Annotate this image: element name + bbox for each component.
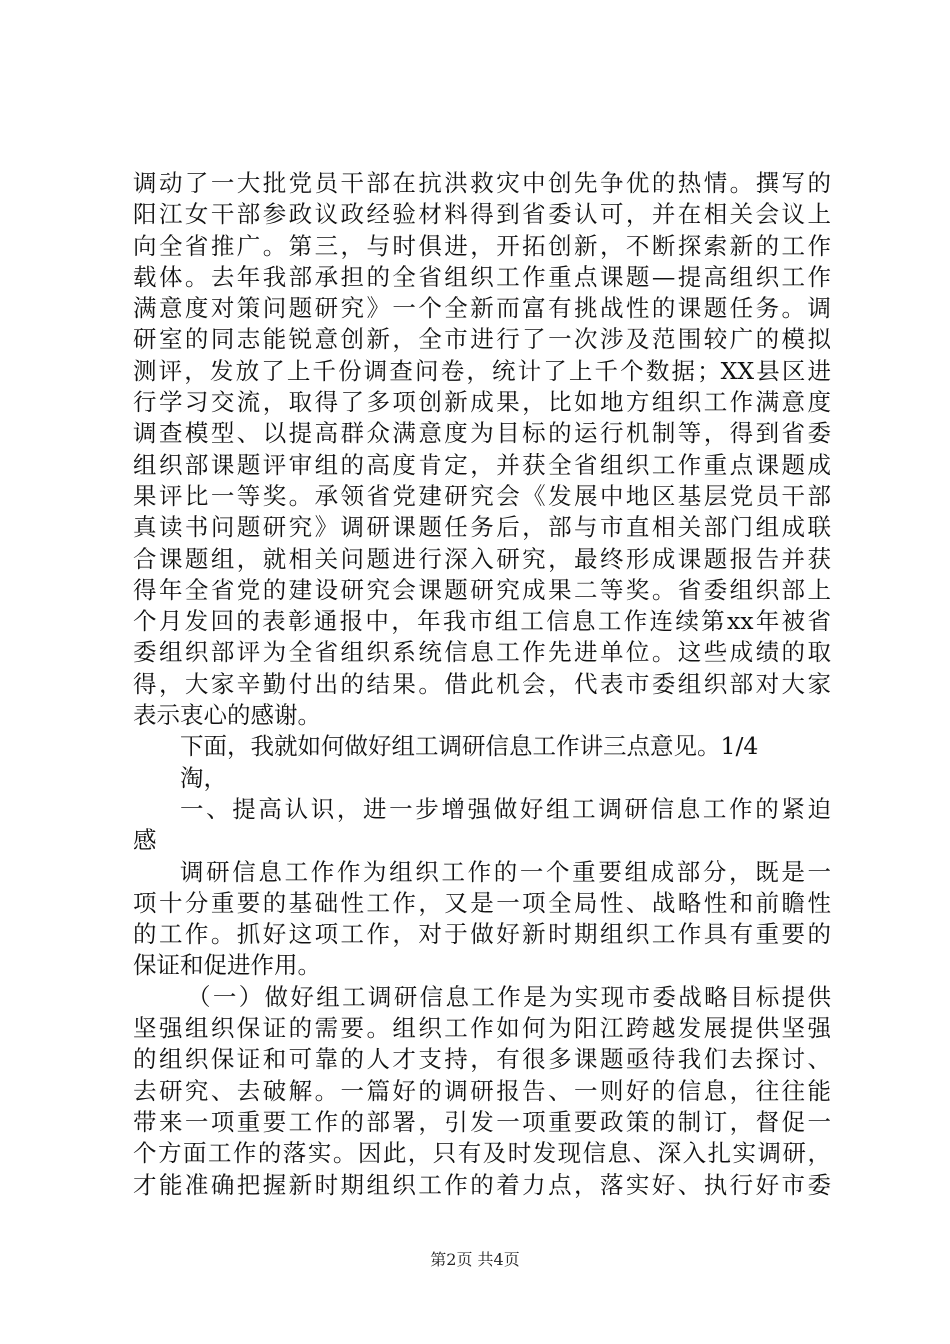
text-line: 调研信息工作作为组织工作的一个重要组成部分，既是一 bbox=[180, 857, 831, 886]
section-heading: 感 bbox=[133, 826, 157, 855]
text-line: 表示衷心的感谢。 bbox=[133, 701, 321, 730]
text-line: 才能准确把握新时期组织工作的着力点，落实好、执行好市委 bbox=[133, 1170, 831, 1199]
text-line: 研室的同志能锐意创新，全市进行了一次涉及范围较广的模拟 bbox=[133, 325, 831, 354]
text-line: 保证和促进作用。 bbox=[133, 951, 321, 980]
text-line: 调动了一大批党员干部在抗洪救灾中创先争优的热情。撰写的 bbox=[133, 169, 831, 197]
section-heading: 一、提高认识，进一步增强做好组工调研信息工作的紧迫 bbox=[180, 794, 831, 823]
text-line: 合课题组，就相关问题进行深入研究，最终形成课题报告并获 bbox=[133, 544, 831, 573]
text-line: 个月发回的表彰通报中，年我市组工信息工作连续第xx年被省 bbox=[133, 607, 831, 636]
text-line: 委组织部评为全省组织系统信息工作先进单位。这些成绩的取 bbox=[133, 638, 831, 667]
text-line: 得年全省党的建设研究会课题研究成果二等奖。省委组织部上 bbox=[133, 575, 831, 604]
text-line: 下面，我就如何做好组工调研信息工作讲三点意见。1/4 bbox=[180, 732, 759, 761]
text-line: 载体。去年我部承担的全省组织工作重点课题—提高组织工作 bbox=[133, 262, 831, 291]
text-line: 组织部课题评审组的高度肯定，并获全省组织工作重点课题成 bbox=[133, 450, 831, 479]
text-line: 的组织保证和可靠的人才支持，有很多课题亟待我们去探讨、 bbox=[133, 1045, 831, 1074]
text-line: 得，大家辛勤付出的结果。借此机会，代表市委组织部对大家 bbox=[133, 669, 831, 698]
text-line: 带来一项重要工作的部署，引发一项重要政策的制订，督促一 bbox=[133, 1107, 831, 1136]
text-line: 果评比一等奖。承领省党建研究会《发展中地区基层党员干部 bbox=[133, 481, 831, 510]
text-line: （一）做好组工调研信息工作是为实现市委战略目标提供 bbox=[187, 982, 831, 1011]
text-line: 去研究、去破解。一篇好的调研报告、一则好的信息，往往能 bbox=[133, 1076, 831, 1105]
text-line: 测评，发放了上千份调查问卷，统计了上千个数据；XX县区进 bbox=[133, 356, 831, 385]
document-body bbox=[133, 168, 831, 1201]
text-line: 真读书问题研究》调研课题任务后，部与市直相关部门组成联 bbox=[133, 513, 831, 542]
text-line: 项十分重要的基础性工作，又是一项全局性、战略性和前瞻性 bbox=[133, 888, 831, 917]
text-line: 满意度对策问题研究》一个全新而富有挑战性的课题任务。调 bbox=[133, 294, 831, 323]
text-line: 阳江女干部参政议政经验材料得到省委认可，并在相关会议上 bbox=[133, 200, 831, 229]
text-line: 坚强组织保证的需要。组织工作如何为阳江跨越发展提供坚强 bbox=[133, 1014, 831, 1043]
text-line: 淘， bbox=[180, 763, 227, 792]
text-line: 的工作。抓好这项工作，对于做好新时期组织工作具有重要的 bbox=[133, 920, 831, 949]
text-line: 行学习交流，取得了多项创新成果，比如地方组织工作满意度 bbox=[133, 388, 831, 417]
text-line: 调查模型、以提高群众满意度为目标的运行机制等，得到省委 bbox=[133, 419, 831, 448]
text-line: 向全省推广。第三，与时俱进，开拓创新，不断探索新的工作 bbox=[133, 231, 831, 260]
page-number-footer: 第2页 共4页 bbox=[430, 1250, 520, 1269]
text-line: 个方面工作的落实。因此，只有及时发现信息、深入扎实调研， bbox=[133, 1139, 831, 1168]
